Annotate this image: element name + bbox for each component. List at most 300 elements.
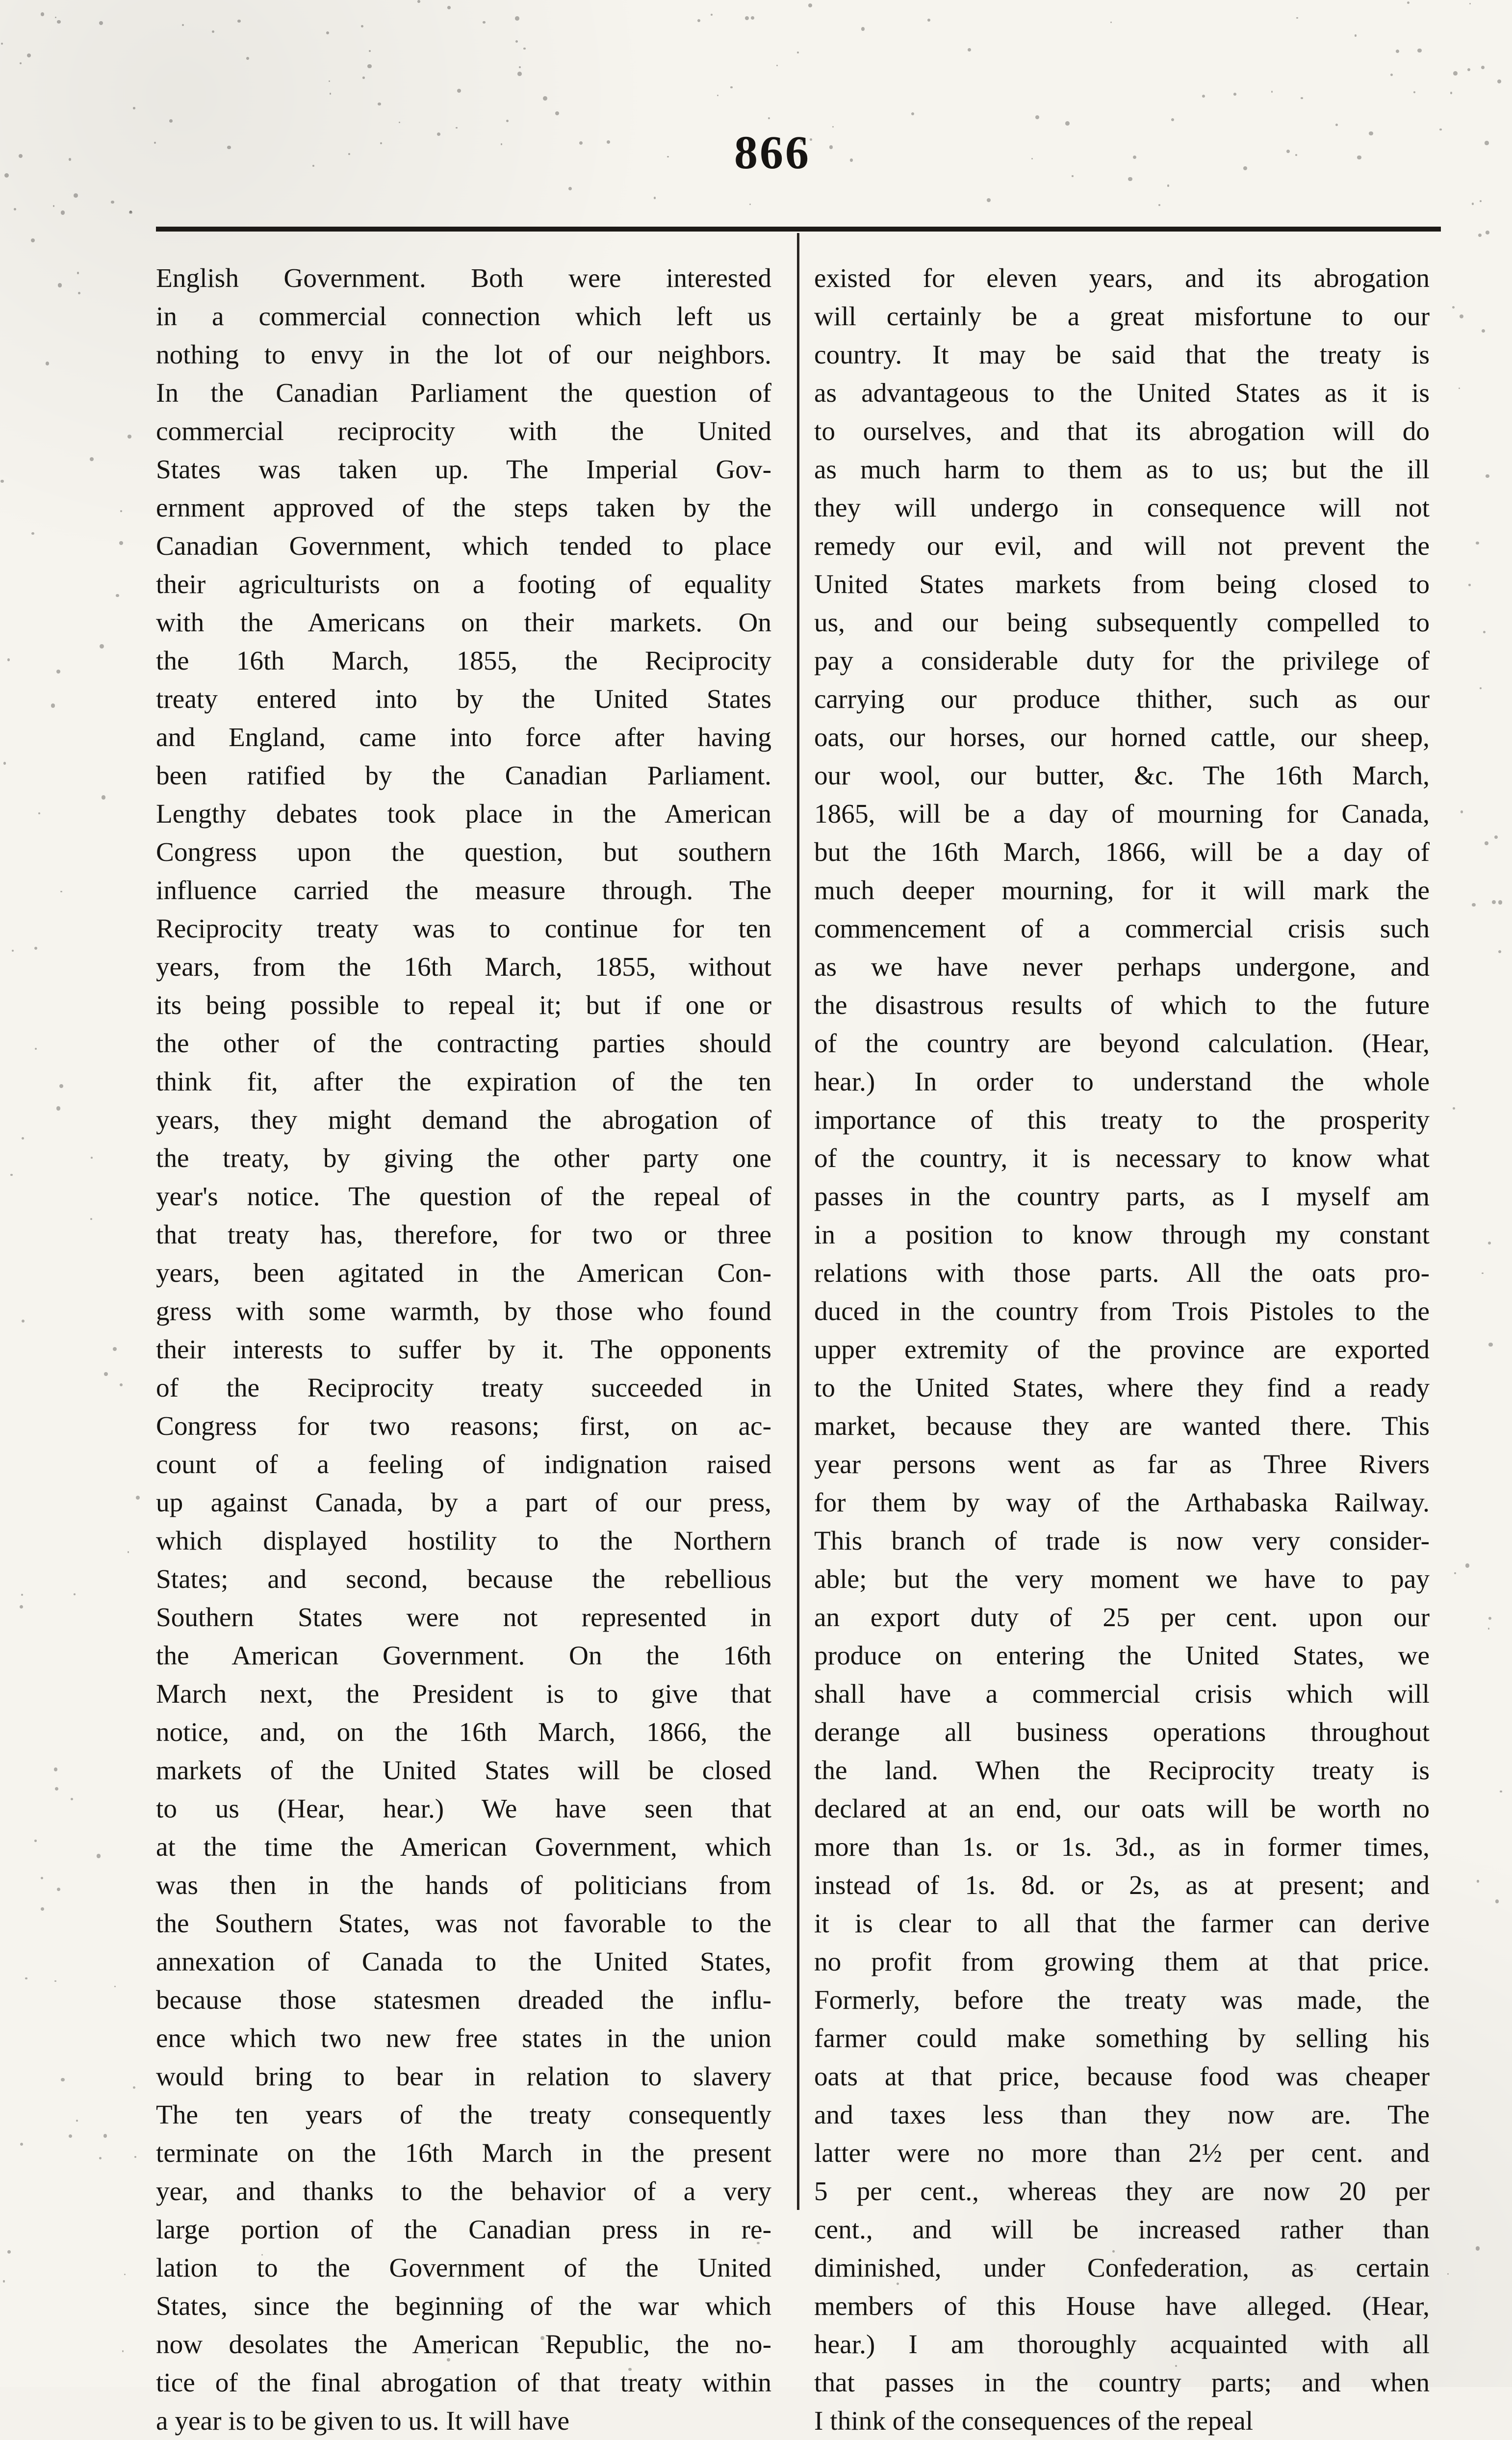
scan-speckle (74, 193, 78, 198)
right-column-line: to ourselves, and that its abrogation will do (814, 416, 1430, 446)
scan-speckle (1482, 329, 1486, 333)
scan-speckle (27, 53, 31, 57)
scan-speckle (832, 126, 834, 128)
scan-speckle (1472, 903, 1476, 907)
scan-speckle (10, 1174, 12, 1176)
scan-speckle (768, 117, 770, 119)
scan-speckle (1407, 1, 1409, 4)
scan-speckle (667, 156, 668, 157)
scan-speckle (111, 201, 114, 204)
scan-speckle (1295, 154, 1298, 156)
scan-speckle (22, 1137, 24, 1140)
scan-speckle (808, 3, 812, 7)
right-column-line: year persons went as far as Three Rivers (814, 1449, 1430, 1479)
left-column-line: count of a feeling of indignation raised (156, 1449, 771, 1479)
right-column-line: to the United States, where they find a ready (814, 1373, 1430, 1402)
scan-speckle (568, 187, 572, 190)
left-column-line: English Government. Both were interested (156, 263, 771, 293)
right-column-line: and taxes less than they now are. The (814, 2100, 1430, 2129)
left-column-line: March next, the President is to give that (156, 1679, 771, 1709)
scan-speckle (579, 141, 583, 145)
scan-speckle (1301, 97, 1303, 99)
left-column-line: Congress for two reasons; first, on ac- (156, 1411, 771, 1441)
right-column-line: oats, our horses, our horned cattle, our sheep, (814, 722, 1430, 752)
scan-speckle (501, 143, 502, 145)
right-column-line: they will undergo in consequence will not (814, 493, 1430, 522)
scan-speckle (697, 19, 700, 22)
scan-speckle (12, 950, 14, 952)
left-column-line: lation to the Government of the United (156, 2253, 771, 2283)
right-column-line: no profit from growing them at that price. (814, 1947, 1430, 1976)
scan-speckle (1467, 68, 1470, 71)
scan-speckle (1453, 1107, 1455, 1110)
scan-speckle (21, 1594, 23, 1596)
scan-speckle (31, 532, 34, 535)
right-column (814, 259, 1430, 2440)
scan-speckle (1128, 177, 1132, 182)
page-number: 866 (734, 126, 811, 179)
scan-speckle (20, 1605, 23, 1609)
scan-speckle (1357, 156, 1361, 160)
scan-speckle (1465, 1563, 1470, 1568)
right-column-line: carrying our produce thither, such as our (814, 684, 1430, 714)
scan-speckle (1480, 200, 1482, 202)
scan-speckle (1369, 131, 1373, 136)
scan-speckle (369, 50, 371, 52)
scan-speckle (1460, 314, 1463, 318)
scan-speckle (745, 16, 749, 20)
scan-speckle (810, 138, 812, 141)
scan-speckle (1488, 1628, 1490, 1630)
scan-speckle (399, 122, 400, 123)
scan-speckle (1390, 74, 1393, 76)
scan-speckle (367, 64, 372, 69)
scan-speckle (34, 1840, 37, 1842)
scan-speckle (1167, 184, 1170, 187)
scan-speckle (102, 795, 106, 800)
right-column-line: members of this House have alleged. (Hear, (814, 2291, 1430, 2321)
scan-speckle (227, 146, 231, 149)
scan-speckle (31, 238, 35, 242)
scan-speckle (483, 21, 485, 24)
right-column-line: our wool, our butter, &c. The 16th March, (814, 760, 1430, 790)
left-column-line: Southern States were not represented in (156, 1602, 771, 1632)
scan-speckle (3, 762, 6, 764)
right-column-line: hear.) In order to understand the whole (814, 1066, 1430, 1096)
scan-speckle (326, 31, 329, 34)
scan-speckle (757, 2242, 759, 2244)
left-column-line: treaty entered into by the United States (156, 684, 771, 714)
scan-speckle (1335, 124, 1338, 126)
right-column-line: of the country, it is necessary to know what (814, 1143, 1430, 1173)
left-column-line: Congress upon the question, but southern (156, 837, 771, 867)
left-column-line: think fit, after the expiration of the ten (156, 1066, 771, 1096)
scan-speckle (417, 0, 420, 3)
scan-speckle (1488, 1343, 1492, 1347)
left-column-line: year's notice. The question of the repeal of (156, 1181, 771, 1211)
right-column-line: country. It may be said that the treaty is (814, 339, 1430, 369)
scan-speckle (348, 153, 350, 155)
left-column (156, 259, 771, 2440)
left-column-line: now desolates the American Republic, the no- (156, 2329, 771, 2359)
left-column-line: The ten years of the treaty consequently (156, 2100, 771, 2129)
scan-speckle (90, 457, 94, 461)
scan-speckle (55, 17, 56, 18)
left-column-line: to us (Hear, hear.) We have seen that (156, 1793, 771, 1823)
scan-speckle (1488, 1242, 1491, 1245)
right-column-line: duced in the country from Trois Pistoles to the (814, 1296, 1430, 1326)
right-column-line: oats at that price, because food was cheaper (814, 2061, 1430, 2091)
left-column-line: was then in the hands of politicians from (156, 1870, 771, 1900)
right-column-line: pay a considerable duty for the privilege of (814, 646, 1430, 675)
scan-speckle (1500, 1791, 1502, 1792)
scan-speckle (927, 19, 930, 22)
left-column-line: in a commercial connection which left us (156, 301, 771, 331)
left-column-line: that treaty has, therefore, for two or three (156, 1220, 771, 1249)
scan-speckle (1271, 91, 1273, 93)
scan-speckle (1447, 2273, 1449, 2275)
left-column-line: Reciprocity treaty was to continue for ten (156, 913, 771, 943)
scan-speckle (380, 142, 382, 144)
scan-speckle (58, 283, 62, 287)
right-column-line: declared at an end, our oats will be worth no (814, 1793, 1430, 1823)
scan-speckle (1454, 1572, 1456, 1574)
left-column-line: been ratified by the Canadian Parliament. (156, 760, 771, 790)
scan-speckle (4, 173, 9, 178)
scan-speckle (515, 16, 519, 21)
scan-speckle (1478, 234, 1482, 237)
scan-speckle (628, 2368, 631, 2371)
right-column-line: shall have a commercial crisis which will (814, 1679, 1430, 1709)
left-column-line: markets of the United States will be closed (156, 1755, 771, 1785)
scan-speckle (1486, 231, 1489, 234)
scan-speckle (1494, 835, 1498, 839)
right-column-line: This branch of trade is now very consider- (814, 1526, 1430, 1556)
scan-speckle (1452, 306, 1455, 309)
scan-speckle (1486, 474, 1489, 478)
scan-speckle (133, 107, 135, 109)
scan-speckle (56, 670, 60, 674)
left-column-line: the other of the contracting parties should (156, 1028, 771, 1058)
left-column-line: large portion of the Canadian press in re- (156, 2214, 771, 2244)
scan-speckle (41, 1877, 43, 1879)
scan-speckle (56, 1106, 61, 1111)
scan-speckle (1450, 92, 1452, 94)
left-column-line: at the time the American Government, which (156, 1832, 771, 1862)
right-column-line: as we have never perhaps undergone, and (814, 952, 1430, 982)
scan-speckle (124, 2274, 126, 2275)
right-column-line: it is clear to all that the farmer can derive (814, 1908, 1430, 1938)
scan-speckle (237, 20, 241, 23)
scan-speckle (456, 127, 457, 129)
scan-speckle (113, 1347, 117, 1351)
scan-speckle (1133, 156, 1136, 159)
scan-speckle (134, 2156, 136, 2158)
left-column-line: gress with some warmth, by those who found (156, 1296, 771, 1326)
scan-speckle (61, 2078, 64, 2081)
left-column-line: their agriculturists on a footing of equality (156, 569, 771, 599)
right-column-line: the disastrous results of which to the future (814, 990, 1430, 1020)
scan-speckle (54, 1980, 56, 1982)
scan-speckle (1461, 810, 1463, 813)
scan-speckle (447, 2358, 450, 2362)
right-column-line: United States markets from being closed to (814, 569, 1430, 599)
scan-speckle (751, 16, 754, 20)
left-column-line: the American Government. On the 16th (156, 1640, 771, 1670)
right-column-line: Formerly, before the treaty was made, the (814, 1985, 1430, 2015)
left-column-line: In the Canadian Parliament the question of (156, 378, 771, 408)
right-column-line: will certainly be a great misfortune to our (814, 301, 1430, 331)
scan-speckle (103, 2134, 107, 2137)
left-column-line: years, been agitated in the American Con- (156, 1258, 771, 1288)
scan-speckle (1072, 175, 1073, 177)
scan-speckle (523, 48, 526, 50)
left-column-line: States was taken up. The Imperial Gov- (156, 454, 771, 484)
right-column-line: upper extremity of the province are exported (814, 1334, 1430, 1364)
right-column-line: the land. When the Reciprocity treaty is (814, 1755, 1430, 1785)
right-column-line: as advantageous to the United States as it is (814, 378, 1430, 408)
scan-speckle (361, 25, 363, 27)
scan-speckle (114, 1986, 116, 1988)
scan-speckle (7, 2250, 11, 2254)
left-column-line: influence carried the measure through. The (156, 875, 771, 905)
scan-speckle (122, 2350, 124, 2352)
scan-speckle (457, 89, 461, 93)
scan-speckle (20, 2143, 23, 2146)
scan-speckle (329, 80, 330, 82)
right-column-line: existed for eleven years, and its abrogation (814, 263, 1430, 293)
scan-speckle (129, 211, 132, 214)
right-column-line: importance of this treaty to the prosperity (814, 1105, 1430, 1135)
right-column-line: but the 16th March, 1866, will be a day of (814, 837, 1430, 867)
left-column-line: because those statesmen dreaded the influ- (156, 1985, 771, 2015)
scan-speckle (25, 1977, 27, 1980)
scan-speckle (54, 1767, 58, 1771)
scan-speckle (1495, 1899, 1499, 1903)
left-column-line: of the Reciprocity treaty succeeded in (156, 1373, 771, 1402)
left-column-line: Lengthy debates took place in the American (156, 799, 771, 829)
scan-speckle (515, 40, 518, 43)
left-column-line: with the Americans on their markets. On (156, 607, 771, 637)
scan-speckle (1, 43, 3, 45)
scan-speckle (330, 93, 332, 95)
scan-speckle (104, 1372, 108, 1376)
scan-speckle (71, 1798, 73, 1800)
scan-speckle (506, 120, 509, 122)
right-column-line: remedy our evil, and will not prevent the (814, 531, 1430, 561)
right-column-line: derange all business operations throughout (814, 1717, 1430, 1747)
right-column-line: passes in the country parts, as I myself am (814, 1181, 1430, 1211)
scan-speckle (60, 891, 62, 893)
scan-speckle (74, 1593, 76, 1595)
header-rule (156, 227, 1441, 232)
scan-speckle (1286, 150, 1290, 153)
left-column-line: the 16th March, 1855, the Reciprocity (156, 646, 771, 675)
scan-speckle (1158, 204, 1160, 206)
scan-speckle (555, 111, 559, 115)
left-column-line: commercial reciprocity with the United (156, 416, 771, 446)
scan-speckle (1243, 166, 1247, 170)
scan-speckle (1233, 93, 1236, 96)
scan-speckle (136, 1496, 140, 1500)
scan-speckle (987, 198, 991, 202)
scan-speckle (120, 510, 122, 512)
right-column-line: able; but the very moment we have to pay (814, 1564, 1430, 1594)
scan-speckle (22, 1320, 25, 1323)
left-column-line: terminate on the 16th March in the present (156, 2138, 771, 2168)
scan-speckle (35, 1048, 37, 1050)
scan-speckle (20, 62, 22, 64)
left-column-line: up against Canada, by a part of our press, (156, 1487, 771, 1517)
scan-speckle (46, 362, 50, 365)
left-column-line: Canadian Government, which tended to place (156, 531, 771, 561)
scan-speckle (1481, 66, 1485, 69)
scan-speckle (19, 154, 23, 158)
scan-speckle (57, 20, 61, 24)
right-column-line: commencement of a commercial crisis such (814, 913, 1430, 943)
left-column-line: and England, came into force after having (156, 722, 771, 752)
scan-speckle (57, 1888, 61, 1892)
scan-speckle (968, 48, 971, 52)
scan-speckle (1035, 115, 1039, 119)
scan-speckle (78, 292, 80, 294)
scan-speckle (55, 1787, 58, 1791)
scan-speckle (1492, 900, 1496, 904)
right-column-line: an export duty of 25 per cent. upon our (814, 1602, 1430, 1632)
scan-speckle (1497, 79, 1501, 83)
left-column-line: its being possible to repeal it; but if one or (156, 990, 771, 1020)
right-column-line: of the country are beyond calculation. (Hear, (814, 1028, 1430, 1058)
scan-speckle (517, 72, 522, 76)
right-column-line: I think of the consequences of the repeal (814, 2406, 1254, 2436)
scan-speckle (7, 658, 10, 661)
scan-speckle (829, 145, 833, 149)
scan-speckle (797, 52, 799, 53)
scan-speckle (1453, 71, 1458, 76)
scan-speckle (378, 103, 381, 105)
right-column-line: hear.) I am thoroughly acquainted with all (814, 2329, 1430, 2359)
scan-speckle (1065, 121, 1070, 126)
scan-speckle (0, 480, 4, 483)
scan-speckle (1498, 950, 1501, 953)
scan-speckle (749, 204, 751, 205)
scan-speckle (1488, 1617, 1492, 1620)
scan-speckle (41, 1907, 45, 1911)
right-column-line: latter were no more than 2½ per cent. and (814, 2138, 1430, 2168)
scan-speckle (119, 541, 123, 545)
scan-speckle (776, 65, 778, 66)
left-column-line: years, from the 16th March, 1855, without (156, 952, 771, 982)
scan-speckle (1468, 584, 1470, 586)
right-column-line: us, and our being subsequently compelled to (814, 607, 1430, 637)
scan-speckle (1483, 631, 1486, 633)
scan-speckle (69, 2134, 72, 2138)
scan-speckle (1472, 203, 1474, 205)
right-column-line: diminished, under Confederation, as certain (814, 2253, 1430, 2283)
right-column-line: farmer could make something by selling his (814, 2023, 1430, 2053)
scan-speckle (1476, 542, 1479, 545)
left-column-line: year, and thanks to the behavior of a very (156, 2176, 771, 2206)
scan-speckle (34, 947, 37, 950)
scan-speckle (41, 12, 44, 16)
left-column-line: States; and second, because the rebellious (156, 1564, 771, 1594)
scan-speckle (128, 1551, 129, 1553)
column-divider (797, 233, 799, 2210)
right-column-line: market, because they are wanted there. This (814, 1411, 1430, 1441)
left-column-line: years, they might demand the abrogation of (156, 1105, 771, 1135)
scan-speckle (1482, 1272, 1483, 1274)
scan-speckle (69, 158, 72, 161)
scan-speckle (51, 703, 55, 708)
scan-speckle (3, 2280, 5, 2283)
right-column-line: as much harm to them as to us; but the ill (814, 454, 1430, 484)
scan-speckle (246, 57, 249, 60)
right-column-line: for them by way of the Arthabaska Railway. (814, 1487, 1430, 1517)
left-column-line: ence which two new free states in the union (156, 2023, 771, 2053)
scan-speckle (116, 594, 119, 597)
left-column-line: their interests to suffer by it. The opponents (156, 1334, 771, 1364)
right-column-line: instead of 1s. 8d. or 2s, as at present; and (814, 1870, 1430, 1900)
scan-speckle (1439, 129, 1441, 130)
right-column-line: cent., and will be increased rather than (814, 2214, 1430, 2244)
scan-speckle (1480, 687, 1482, 689)
scan-speckle (654, 197, 656, 199)
scan-speckle (1413, 91, 1415, 93)
right-column-line: 1865, will be a day of mourning for Canada, (814, 799, 1430, 829)
left-column-line: which displayed hostility to the Northern (156, 1526, 771, 1556)
right-column-line: more than 1s. or 1s. 3d., as in former times, (814, 1832, 1430, 1862)
scan-speckle (1202, 95, 1205, 98)
scan-speckle (100, 644, 104, 649)
scan-speckle (99, 21, 103, 26)
scan-speckle (1110, 22, 1112, 23)
scan-speckle (519, 66, 521, 68)
scan-speckle (1498, 900, 1503, 905)
scan-speckle (1485, 141, 1488, 145)
scan-speckle (850, 158, 853, 162)
scan-speckle (97, 1854, 101, 1858)
left-column-line: nothing to envy in the lot of our neighbors. (156, 339, 771, 369)
scan-speckle (1296, 17, 1298, 19)
scan-speckle (1459, 388, 1460, 389)
scan-speckle (77, 272, 79, 274)
scan-speckle (911, 112, 914, 115)
scan-speckle (607, 140, 610, 144)
scan-speckle (478, 2297, 481, 2300)
scan-speckle (1485, 841, 1488, 845)
scan-speckle (59, 1084, 63, 1088)
scan-speckle (717, 95, 718, 96)
scan-speckle (99, 2157, 102, 2159)
scan-speckle (1031, 158, 1033, 160)
scan-speckle (362, 77, 365, 79)
scan-speckle (1396, 50, 1399, 53)
right-column-line: 5 per cent., whereas they are now 20 per (814, 2176, 1430, 2206)
scan-speckle (1355, 34, 1357, 36)
left-column-line: the Southern States, was not favorable to the (156, 1908, 771, 1938)
right-column-line: that passes in the country parts; and when (814, 2367, 1430, 2397)
scan-speckle (120, 1383, 123, 1386)
right-column-line: much deeper mourning, for it will mark the (814, 875, 1430, 905)
left-column-line: annexation of Canada to the United States, (156, 1947, 771, 1976)
scan-speckle (1417, 49, 1421, 52)
scan-speckle (730, 86, 732, 88)
scan-speckle (14, 208, 16, 210)
scan-speckle (1477, 1880, 1480, 1883)
scan-speckle (543, 96, 547, 101)
scan-speckle (437, 132, 440, 136)
scan-speckle (76, 2120, 78, 2122)
